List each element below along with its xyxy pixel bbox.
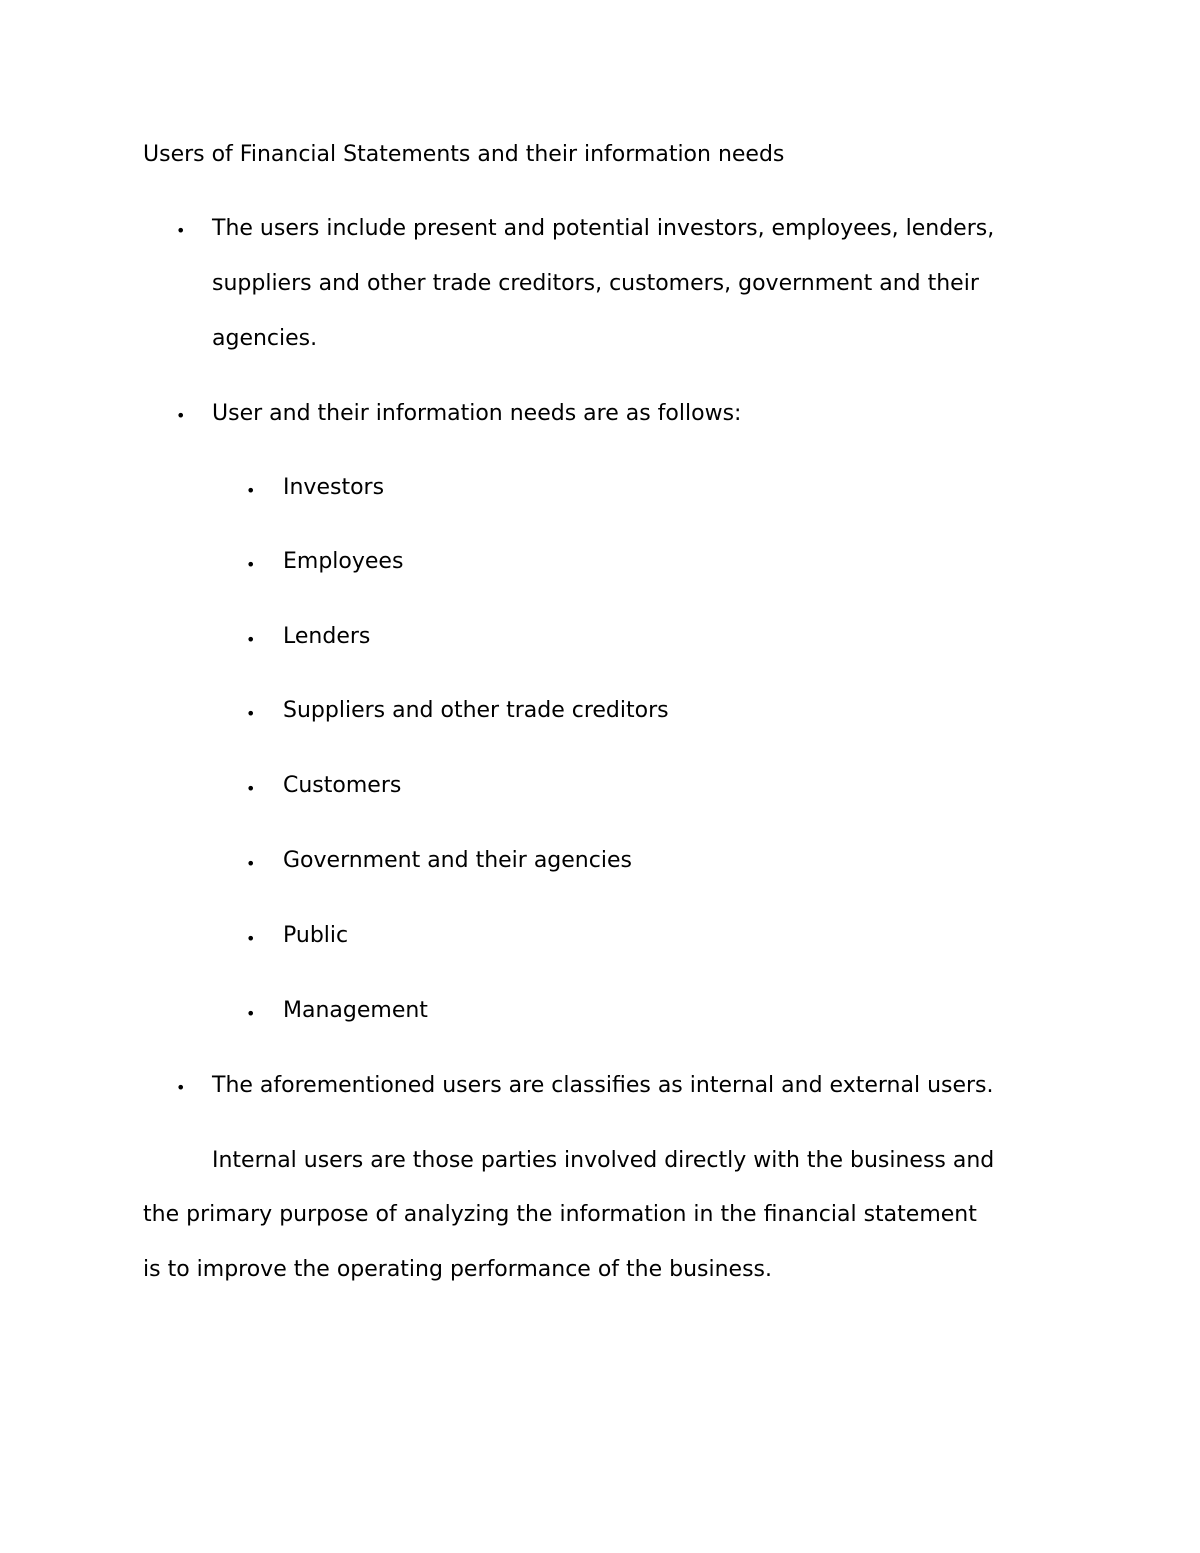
list-item: Government and their agencies — [283, 848, 632, 873]
closing-point: The aforementioned users are classifies as internal and external users. — [212, 1073, 994, 1098]
point-1-line-1: The users include present and potential investors, employees, lenders, — [212, 216, 995, 241]
bullet-icon: • — [246, 1004, 256, 1023]
paragraph-line-1: Internal users are those parties involved directly with the business and — [212, 1148, 995, 1173]
list-item: Customers — [283, 773, 402, 798]
list-item: Public — [283, 923, 349, 948]
bullet-icon: • — [246, 779, 256, 798]
bullet-icon: • — [246, 481, 256, 500]
page-title: Users of Financial Statements and their information needs — [143, 142, 785, 167]
bullet-icon: • — [176, 221, 186, 240]
point-2-line-1: User and their information needs are as follows: — [212, 401, 742, 426]
paragraph-line-2: the primary purpose of analyzing the information in the financial statement — [143, 1202, 977, 1227]
bullet-icon: • — [246, 854, 256, 873]
bullet-icon: • — [246, 929, 256, 948]
list-item: Employees — [283, 549, 404, 574]
list-item: Lenders — [283, 624, 371, 649]
paragraph-line-3: is to improve the operating performance of the business. — [143, 1257, 773, 1282]
bullet-icon: • — [176, 1078, 186, 1097]
list-item: Suppliers and other trade creditors — [283, 698, 669, 723]
bullet-icon: • — [246, 630, 256, 649]
list-item: Investors — [283, 475, 385, 500]
list-item: Management — [283, 998, 428, 1023]
point-1-line-3: agencies. — [212, 326, 318, 351]
bullet-icon: • — [246, 555, 256, 574]
point-1-line-2: suppliers and other trade creditors, customers, government and their — [212, 271, 979, 296]
bullet-icon: • — [246, 704, 256, 723]
bullet-icon: • — [176, 406, 186, 425]
